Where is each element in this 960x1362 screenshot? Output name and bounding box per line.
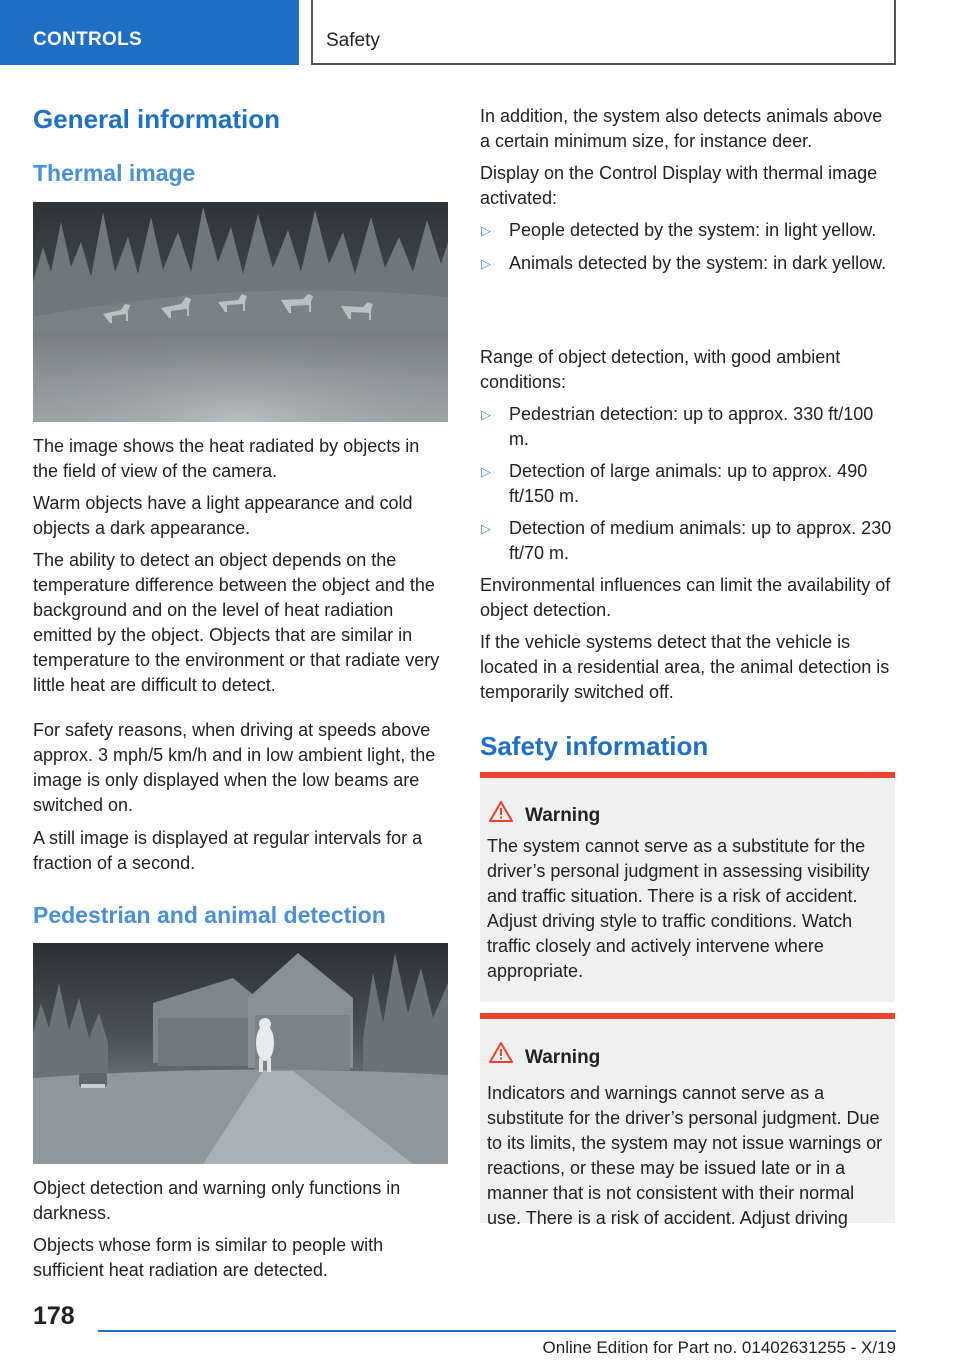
chapter-title: Safety [326, 30, 380, 51]
paragraph-heat-radiated: The image shows the heat radiated by objects in the field of view of the camera. [33, 436, 420, 481]
detection-color-list [480, 218, 895, 276]
pedestrian-detection-figure [33, 943, 448, 1164]
thermal-image-figure [33, 202, 448, 422]
paragraph-residential: If the vehicle systems detect that the vehicle is located in a residential area, the animal detection is temporarily switched off. [480, 632, 890, 702]
triangle-right-icon: ▷ [481, 407, 491, 422]
section-tab [0, 0, 299, 65]
heading-general-information: General information [33, 104, 281, 134]
list-item: ▷ Pedestrian detection: up to approx. 330 ft/100 m. [481, 404, 874, 449]
paragraph-animals-detected: In addition, the system also detects animals above a certain minimum size, for instance deer. [480, 106, 883, 151]
paragraph-form-detection: Objects whose form is similar to people with sufficient heat radiation are detected. [33, 1235, 384, 1280]
warning-box-1 [480, 772, 895, 1002]
triangle-right-icon: ▷ [481, 464, 491, 479]
warning-title: Warning [525, 1047, 601, 1068]
detection-range-list [480, 402, 895, 566]
warning-box-2 [480, 1013, 895, 1228]
footer-edition: Online Edition for Part no. 01402631255 - X/19 [542, 1338, 896, 1357]
triangle-right-icon: ▷ [481, 256, 491, 271]
heading-thermal-image: Thermal image [33, 160, 196, 186]
paragraph-range: Range of object detection, with good ambient conditions: [480, 347, 841, 392]
thermal-animals-illustration [33, 202, 448, 422]
list-item: ▷ Detection of large animals: up to approx. 490 ft/150 m. [481, 461, 868, 506]
heading-safety-information: Safety information [480, 731, 709, 761]
paragraph-detection-ability: The ability to detect an object depends on the temperature difference between the object and the background and on the level of heat radiation emitted by the object. Objects that are similar in temperature to the environment or that radiate very little heat are difficult to detect. [33, 550, 440, 695]
list-item: ▷ Animals detected by the system: in dark yellow. [480, 251, 895, 276]
paragraph-display-activated: Display on the Control Display with thermal image activated: [480, 163, 878, 208]
warning-text: The system cannot serve as a substitute for the driver’s personal judgment in assessing visibility and traffic situation. There is a risk of accident. Adjust driving style to traffic conditions. Watch traffic closely and actively intervene where appropriate. [487, 836, 870, 981]
section-title: CONTROLS [33, 29, 143, 50]
paragraph-darkness: Object detection and warning only functions in darkness. [33, 1178, 401, 1223]
list-item: ▷ People detected by the system: in light yellow. [480, 218, 895, 243]
list-item: ▷ Detection of medium animals: up to approx. 230 ft/70 m. [481, 518, 892, 563]
footer-divider [98, 1330, 896, 1332]
warning-title: Warning [525, 805, 601, 826]
triangle-right-icon: ▷ [481, 521, 491, 536]
thermal-pedestrian-illustration [33, 943, 448, 1164]
paragraph-environmental: Environmental influences can limit the availability of object detection. [480, 575, 891, 620]
paragraph-still-image: A still image is displayed at regular intervals for a fraction of a second. [33, 828, 423, 873]
paragraph-warm-cold: Warm objects have a light appearance and cold objects a dark appearance. [33, 493, 413, 538]
paragraph-safety-speed: For safety reasons, when driving at speeds above approx. 3 mph/5 km/h and in low ambient light, the image is only displayed when the low beams are switched on. [33, 720, 436, 815]
page-number: 178 [33, 1302, 75, 1330]
triangle-right-icon: ▷ [481, 223, 491, 238]
chapter-tab [311, 0, 896, 65]
heading-pedestrian-animal-detection: Pedestrian and animal detection [33, 902, 386, 928]
warning-triangle-icon [489, 801, 513, 822]
warning-text: Indicators and warnings cannot serve as a substitute for the driver’s personal judgment. Due to its limits, the system may not issue warnings or reactions, or these may be issued late or in a manner that is not consistent with their normal use. There is a risk of accident. Adjust driving [487, 1083, 883, 1228]
warning-triangle-icon [489, 1042, 513, 1063]
